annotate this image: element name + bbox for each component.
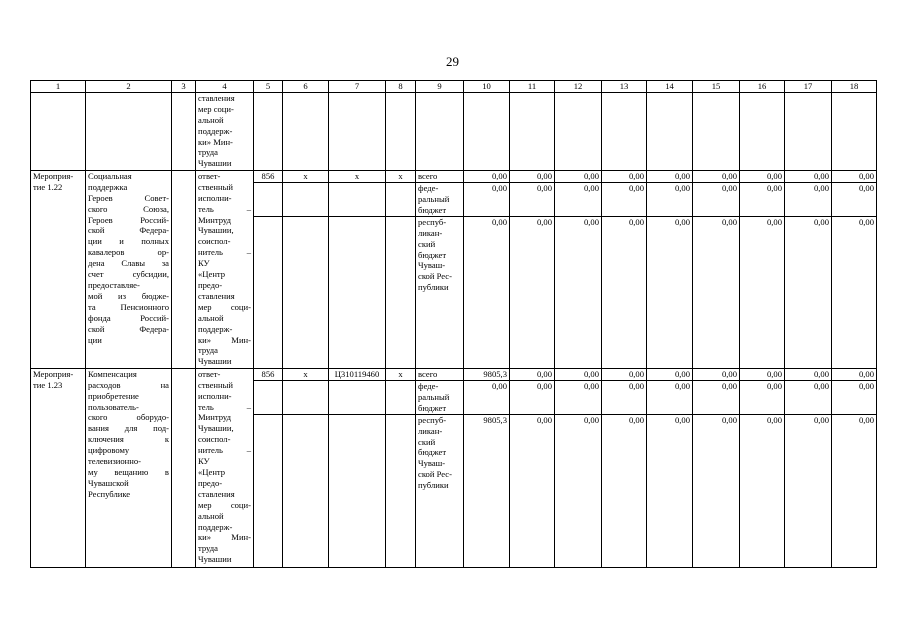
column-header-1: 1 xyxy=(31,81,86,93)
empty-cell xyxy=(386,92,416,170)
column-header-2: 2 xyxy=(86,81,172,93)
amount-value: 0,00 xyxy=(785,182,832,216)
executor-line: «Центр xyxy=(198,466,226,477)
executor-line: ответ- xyxy=(198,170,221,181)
amount-value: 0,00 xyxy=(555,380,602,414)
empty-cell xyxy=(386,380,416,414)
event-name-line: Героев Совет- xyxy=(88,192,169,203)
amount-value: 0,00 xyxy=(785,414,832,567)
event-name-line: ции xyxy=(88,334,102,345)
event-name-line: цифровому xyxy=(88,445,130,456)
event-name xyxy=(86,368,172,567)
amount-value: 0,00 xyxy=(510,216,555,368)
empty-cell xyxy=(283,414,329,567)
executor-line: поддерж- xyxy=(198,323,233,334)
executor-line: КУ xyxy=(198,258,210,269)
column-header-12: 12 xyxy=(555,81,602,93)
event-label-line: Мероприя- xyxy=(33,368,74,379)
executor-line: мер соци- xyxy=(198,499,251,510)
event-name-line: предоставляе- xyxy=(88,279,140,290)
event-label-line: тие 1.23 xyxy=(33,379,63,390)
empty-cell xyxy=(386,182,416,216)
empty-cell xyxy=(464,92,510,170)
amount-value: 0,00 xyxy=(693,414,740,567)
amount-value: 0,00 xyxy=(602,414,647,567)
column-header-6: 6 xyxy=(283,81,329,93)
amount-value: 0,00 xyxy=(785,380,832,414)
event-label xyxy=(31,368,86,567)
column-header-13: 13 xyxy=(602,81,647,93)
amount-value: 0,00 xyxy=(785,368,832,380)
amount-value: 0,00 xyxy=(740,182,785,216)
executor-line: мер соци- xyxy=(198,301,251,312)
empty-cell xyxy=(172,92,196,170)
amount-value: 0,00 xyxy=(602,170,647,182)
continuation-executor: ставления мер соци- альной поддерж- ки» Мин- труда Чувашии xyxy=(196,92,254,170)
amount-value: 0,00 xyxy=(832,414,877,567)
event-name-line: та Пенсионного xyxy=(88,301,169,312)
program-events-table xyxy=(30,80,877,568)
empty-cell xyxy=(329,414,386,567)
event-name-line: ции и полных xyxy=(88,236,169,247)
executor-line: ки» Мин- xyxy=(198,334,251,345)
executor xyxy=(196,368,254,567)
amount-value: 0,00 xyxy=(647,380,693,414)
empty-cell xyxy=(283,182,329,216)
empty-cell xyxy=(602,92,647,170)
event-label xyxy=(31,170,86,368)
funding-source: респуб- ликан- ский бюджет Чуваш- ской Рес- публики xyxy=(416,216,464,368)
empty-cell xyxy=(283,380,329,414)
amount-value: 0,00 xyxy=(602,182,647,216)
executor-line: альной xyxy=(198,312,224,323)
empty-cell xyxy=(740,92,785,170)
amount-value: 0,00 xyxy=(647,182,693,216)
amount-value: 0,00 xyxy=(832,216,877,368)
event-name-line: кавалеров ор- xyxy=(88,247,169,258)
funding-source: респуб- ликан- ский бюджет Чуваш- ской Рес- публики xyxy=(416,414,464,567)
event-label-line: Мероприя- xyxy=(33,170,74,181)
amount-value: 0,00 xyxy=(510,170,555,182)
executor-line: Чувашии xyxy=(198,554,232,565)
executor-line: поддерж- xyxy=(198,521,233,532)
amount-value: 0,00 xyxy=(693,368,740,380)
empty-cell xyxy=(416,92,464,170)
empty-cell xyxy=(510,92,555,170)
amount-value: 0,00 xyxy=(555,368,602,380)
executor-line: нитель – xyxy=(198,445,251,456)
event-name-line: Республике xyxy=(88,488,131,499)
empty-cell xyxy=(254,414,283,567)
executor-line: Чувашии, xyxy=(198,423,234,434)
amount-value: 0,00 xyxy=(785,170,832,182)
executor-line: ственный xyxy=(198,181,233,192)
amount-value: 0,00 xyxy=(510,368,555,380)
amount-value: 0,00 xyxy=(464,170,510,182)
event-name-line: Чувашской xyxy=(88,477,129,488)
executor-line: предо- xyxy=(198,477,223,488)
target-article-code: Ц310119460 xyxy=(329,368,386,380)
executor-line: Чувашии, xyxy=(198,225,234,236)
event-name-line: Компенсация xyxy=(88,368,137,379)
expense-type-code: х xyxy=(386,170,416,182)
amount-value: 0,00 xyxy=(647,170,693,182)
section-code: х xyxy=(283,368,329,380)
amount-value: 0,00 xyxy=(510,380,555,414)
empty-cell xyxy=(172,170,196,368)
empty-cell xyxy=(832,92,877,170)
funding-source: феде- ральный бюджет xyxy=(416,380,464,414)
amount-value: 0,00 xyxy=(785,216,832,368)
amount-value: 0,00 xyxy=(510,414,555,567)
event-name-line: Социальная xyxy=(88,170,132,181)
column-header-16: 16 xyxy=(740,81,785,93)
amount-value: 0,00 xyxy=(693,380,740,414)
column-header-10: 10 xyxy=(464,81,510,93)
column-header-14: 14 xyxy=(647,81,693,93)
amount-value: 0,00 xyxy=(740,368,785,380)
amount-value: 0,00 xyxy=(740,414,785,567)
amount-value: 0,00 xyxy=(464,216,510,368)
empty-cell xyxy=(283,92,329,170)
empty-cell xyxy=(329,182,386,216)
amount-value: 0,00 xyxy=(555,182,602,216)
amount-value: 0,00 xyxy=(464,380,510,414)
empty-cell xyxy=(693,92,740,170)
amount-value: 0,00 xyxy=(555,216,602,368)
table-row xyxy=(31,368,877,380)
funding-source: всего xyxy=(416,368,464,380)
amount-value: 0,00 xyxy=(740,170,785,182)
event-name-line: фонда Россий- xyxy=(88,312,169,323)
funding-source: феде- ральный бюджет xyxy=(416,182,464,216)
executor-line: труда xyxy=(198,345,218,356)
amount-value: 0,00 xyxy=(647,414,693,567)
executor-line: ственный xyxy=(198,379,233,390)
event-name-line: пользователь- xyxy=(88,401,139,412)
event-name-line: мой из бюдже- xyxy=(88,290,169,301)
amount-value: 9805,3 xyxy=(464,368,510,380)
empty-cell xyxy=(283,216,329,368)
executor-line: нитель – xyxy=(198,247,251,258)
amount-value: 0,00 xyxy=(740,380,785,414)
event-label-line: тие 1.22 xyxy=(33,181,63,192)
event-name xyxy=(86,170,172,368)
expense-type-code: х xyxy=(386,368,416,380)
executor-line: Минтруд xyxy=(198,214,232,225)
event-name-line: счет субсидии, xyxy=(88,269,169,280)
column-header-15: 15 xyxy=(693,81,740,93)
executor-line: соиспол- xyxy=(198,236,231,247)
empty-cell xyxy=(555,92,602,170)
amount-value: 0,00 xyxy=(602,380,647,414)
event-name-line: дена Славы за xyxy=(88,258,169,269)
executor-line: тель – xyxy=(198,203,251,214)
executor-line: Минтруд xyxy=(198,412,232,423)
amount-value: 0,00 xyxy=(740,216,785,368)
amount-value: 0,00 xyxy=(602,216,647,368)
executor-line: ки» Мин- xyxy=(198,532,251,543)
amount-value: 0,00 xyxy=(693,170,740,182)
executor-line: ответ- xyxy=(198,368,221,379)
grbs-code: 856 xyxy=(254,368,283,380)
amount-value: 0,00 xyxy=(602,368,647,380)
empty-cell xyxy=(31,92,86,170)
amount-value: 0,00 xyxy=(464,182,510,216)
empty-cell xyxy=(86,92,172,170)
funding-source: всего xyxy=(416,170,464,182)
empty-cell xyxy=(386,414,416,567)
amount-value: 0,00 xyxy=(832,380,877,414)
event-name-line: поддержка xyxy=(88,181,128,192)
amount-value: 0,00 xyxy=(647,216,693,368)
executor-line: труда xyxy=(198,543,218,554)
event-name-line: ской Федера- xyxy=(88,323,169,334)
column-header-11: 11 xyxy=(510,81,555,93)
column-header-3: 3 xyxy=(172,81,196,93)
event-name-line: вания для под- xyxy=(88,423,169,434)
event-name-line: ского Союза, xyxy=(88,203,169,214)
amount-value: 0,00 xyxy=(693,182,740,216)
executor-line: ставления xyxy=(198,488,235,499)
amount-value: 0,00 xyxy=(832,170,877,182)
event-name-line: расходов на xyxy=(88,379,169,390)
amount-value: 0,00 xyxy=(647,368,693,380)
empty-cell xyxy=(254,380,283,414)
executor-line: «Центр xyxy=(198,269,226,280)
column-header-9: 9 xyxy=(416,81,464,93)
header-row xyxy=(31,81,877,93)
executor-line: тель – xyxy=(198,401,251,412)
executor-line: КУ xyxy=(198,456,210,467)
executor-line: исполни- xyxy=(198,192,232,203)
event-name-line: ского оборудо- xyxy=(88,412,169,423)
executor xyxy=(196,170,254,368)
empty-cell xyxy=(254,216,283,368)
empty-cell xyxy=(647,92,693,170)
event-name-line: му вещанию в xyxy=(88,466,169,477)
empty-cell xyxy=(785,92,832,170)
amount-value: 0,00 xyxy=(832,368,877,380)
empty-cell xyxy=(329,92,386,170)
executor-line: ставления xyxy=(198,290,235,301)
column-header-5: 5 xyxy=(254,81,283,93)
empty-cell xyxy=(254,92,283,170)
column-header-17: 17 xyxy=(785,81,832,93)
page-number: 29 xyxy=(446,54,459,69)
event-name-line: Героев Россий- xyxy=(88,214,169,225)
amount-value: 0,00 xyxy=(693,216,740,368)
empty-cell xyxy=(329,380,386,414)
empty-cell xyxy=(254,182,283,216)
continuation-row xyxy=(31,92,877,170)
event-name-line: ключения к xyxy=(88,434,169,445)
column-header-18: 18 xyxy=(832,81,877,93)
empty-cell xyxy=(386,216,416,368)
executor-line: альной xyxy=(198,510,224,521)
executor-line: исполни- xyxy=(198,390,232,401)
amount-value: 0,00 xyxy=(832,182,877,216)
event-name-line: телевизионно- xyxy=(88,456,141,467)
target-article-code: х xyxy=(329,170,386,182)
executor-line: предо- xyxy=(198,279,223,290)
column-header-4: 4 xyxy=(196,81,254,93)
amount-value: 0,00 xyxy=(555,414,602,567)
section-code: х xyxy=(283,170,329,182)
grbs-code: 856 xyxy=(254,170,283,182)
empty-cell xyxy=(172,368,196,567)
amount-value: 9805,3 xyxy=(464,414,510,567)
executor-line: соиспол- xyxy=(198,434,231,445)
empty-cell xyxy=(329,216,386,368)
executor-line: Чувашии xyxy=(198,356,232,367)
amount-value: 0,00 xyxy=(510,182,555,216)
event-name-line: приобретение xyxy=(88,390,139,401)
amount-value: 0,00 xyxy=(555,170,602,182)
table-row xyxy=(31,170,877,182)
column-header-7: 7 xyxy=(329,81,386,93)
event-name-line: ской Федера- xyxy=(88,225,169,236)
column-header-8: 8 xyxy=(386,81,416,93)
